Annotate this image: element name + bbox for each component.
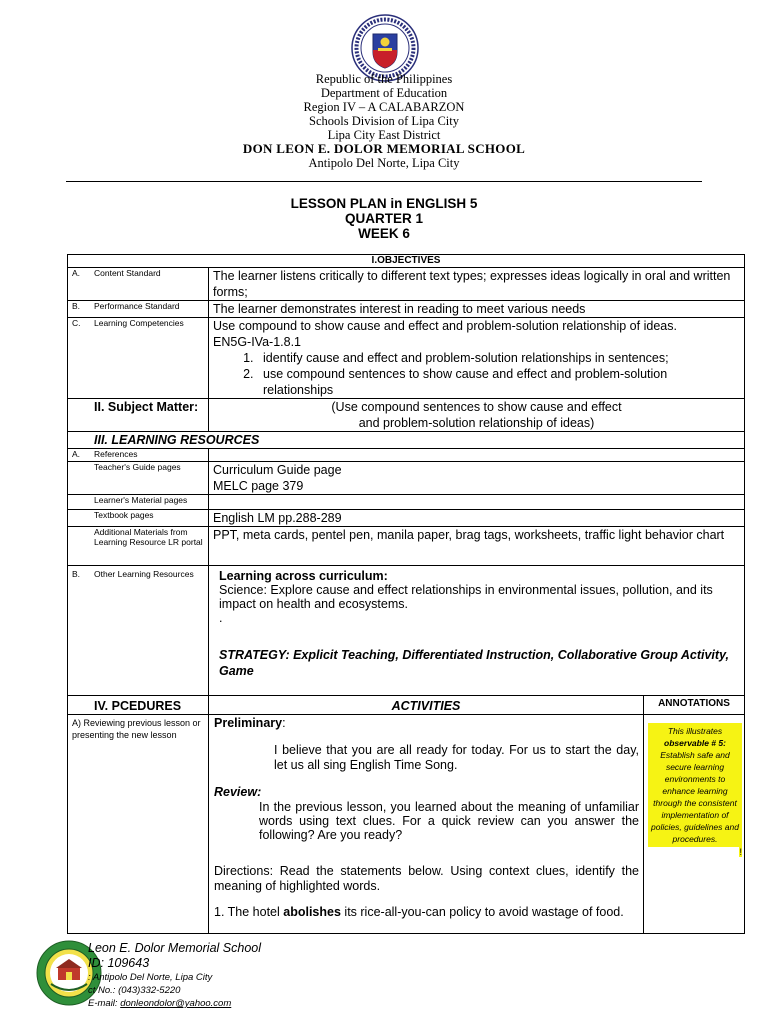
references-value [209, 449, 745, 462]
footer-email-link[interactable]: donleondolor@yahoo.com [120, 998, 232, 1009]
subject-matter-row [68, 399, 745, 432]
teachers-guide-row [68, 462, 745, 495]
other-resources-label-cell [68, 566, 209, 696]
school-name: DON LEON E. DOLOR MEMORIAL SCHOOL [242, 141, 526, 156]
annotation-intro: This illustrates [667, 726, 723, 736]
subject-matter-line2: and problem-solution relationship of ideas) [358, 416, 595, 430]
content-standard-text: The learner listens critically to different text types; expresses ideas logically in oral and written forms; [209, 268, 745, 301]
textbook-row [68, 510, 745, 527]
school-address: Antipolo Del Norte, Lipa City [308, 156, 460, 170]
footer-email-label: E-mail: [88, 998, 121, 1009]
textbook-value: English LM pp.288-289 [209, 510, 745, 527]
references-label-cell [68, 449, 209, 462]
footer-address: : Antipolo Del Norte, Lipa City [88, 972, 213, 983]
references-label: References [94, 449, 138, 459]
annotations-heading: ANNOTATIONS [644, 696, 745, 715]
header-line-republic: Republic of the Philippines [315, 72, 453, 86]
competency-list [213, 350, 740, 398]
stray-dot: . [219, 611, 223, 625]
teachers-guide-cell [209, 462, 745, 495]
annotation-mark [644, 847, 744, 857]
procedure-a-activities [209, 715, 644, 934]
procedures-heading-row [68, 696, 745, 715]
other-resources-letter: B. [72, 569, 81, 579]
preliminary-colon: : [282, 716, 286, 730]
teachers-guide-line1: Curriculum Guide page [213, 463, 342, 477]
annotation-exclamation: ! [739, 847, 742, 857]
review-item-1 [214, 906, 639, 919]
header-line-district: Lipa City East District [327, 128, 441, 142]
other-resources-cell [209, 566, 745, 696]
other-resources-label-wrap [72, 569, 204, 579]
performance-standard-text: The learner demonstrates interest in reading to meet various needs [209, 301, 745, 318]
competency-item: 1. identify cause and effect and problem-solution relationships in sentences; [257, 350, 740, 366]
item1-highlighted-word: abolishes [283, 905, 341, 919]
content-standard-label-cell [68, 268, 209, 301]
preliminary-line [214, 716, 639, 731]
learning-competencies-text: Use compound to show cause and effect and problem-solution relationship of ideas. [213, 319, 677, 333]
learners-material-row [68, 495, 745, 510]
learning-competencies-letter: C. [72, 318, 81, 328]
preliminary-text: I believe that you are all ready for today. For us to start the day, let us all sing English Time Song. [274, 743, 639, 772]
lesson-title [0, 196, 768, 241]
directions-text: Directions: Read the statements below. Using context clues, identify the meaning of highlighted words. [214, 864, 639, 893]
learning-competencies-label: Learning Competencies [94, 318, 184, 328]
across-curriculum-text: Science: Explore cause and effect relationships in environmental issues, pollution, and its impact on health and ecosystems. [219, 583, 713, 611]
resources-heading: III. LEARNING RESOURCES [68, 432, 745, 449]
subject-matter-line1: (Use compound sentences to show cause and effect [331, 400, 622, 414]
header-line-region: Region IV – A CALABARZON [303, 100, 465, 114]
procedure-a-label: A) Reviewing previous lesson or presenting the new lesson [68, 715, 209, 934]
item1-prefix: 1. The hotel [214, 905, 284, 919]
letterhead [0, 72, 768, 170]
objectives-heading: I.OBJECTIVES [68, 255, 745, 268]
subject-matter-label: II. Subject Matter: [68, 399, 209, 432]
textbook-label: Textbook pages [68, 510, 209, 527]
performance-standard-row [68, 301, 745, 318]
learning-competencies-row [68, 318, 745, 399]
content-standard-row [68, 268, 745, 301]
performance-standard-label: Performance Standard [94, 301, 180, 311]
header-line-division: Schools Division of Lipa City [309, 114, 459, 128]
teachers-guide-line2: MELC page 379 [213, 479, 304, 493]
title-line-week: WEEK 6 [358, 226, 410, 241]
objectives-heading-row [68, 255, 745, 268]
content-standard-label: Content Standard [94, 268, 161, 278]
title-line-quarter: QUARTER 1 [344, 211, 423, 226]
additional-materials-label: Additional Materials from Learning Resource LR portal [68, 527, 209, 566]
strategy-text: STRATEGY: Explicit Teaching, Differentiated Instruction, Collaborative Group Activity, Game [219, 648, 730, 678]
annotation-highlight [648, 723, 742, 847]
lesson-plan-table [67, 254, 745, 934]
procedures-label: IV. PCEDURES [68, 696, 209, 715]
performance-standard-label-cell [68, 301, 209, 318]
across-curriculum-heading: Learning across curriculum: [219, 569, 388, 583]
footer-school: Leon E. Dolor Memorial School [88, 941, 261, 955]
review-text: In the previous lesson, you learned about the meaning of unfamiliar words using text clues. For a quick review can you answer the following? Are you ready? [259, 800, 639, 842]
title-line-subject: LESSON PLAN in ENGLISH 5 [290, 196, 478, 211]
annotation-observable: observable # 5: [664, 738, 726, 748]
preliminary-heading: Preliminary [214, 716, 283, 730]
review-heading: Review: [214, 785, 262, 799]
footer-contact [88, 941, 261, 1010]
activities-heading: ACTIVITIES [209, 696, 644, 715]
competency-code: EN5G-IVa-1.8.1 [213, 335, 302, 349]
procedure-a-row [68, 715, 745, 934]
teachers-guide-label: Teacher's Guide pages [68, 462, 209, 495]
references-row [68, 449, 745, 462]
resources-heading-row [68, 432, 745, 449]
competency-item: 2. use compound sentences to show cause and effect and problem-solution relationships [257, 366, 740, 398]
other-resources-label: Other Learning Resources [94, 569, 194, 579]
subject-matter-cell [209, 399, 745, 432]
additional-materials-row [68, 527, 745, 566]
performance-standard-letter: B. [72, 301, 81, 311]
header-line-department: Department of Education [320, 86, 448, 100]
footer-school-id: ID: 109643 [88, 956, 150, 970]
annotation-body: Establish safe and secure learning environments to enhance learning through the consistent implementation of policies, guidelines and procedures. [651, 750, 739, 844]
additional-materials-value: PPT, meta cards, pentel pen, manila paper, brag tags, worksheets, traffic light behavior chart [209, 527, 745, 566]
learners-material-label: Learner's Material pages [68, 495, 209, 510]
other-resources-row [68, 566, 745, 696]
content-standard-letter: A. [72, 268, 81, 278]
learners-material-value [209, 495, 745, 510]
item1-suffix: its rice-all-you-can policy to avoid wastage of food. [340, 905, 624, 919]
procedure-a-annotation-cell [644, 715, 745, 934]
footer-contact-number: ct No.: (043)332-5220 [88, 985, 181, 996]
learning-competencies-label-cell [68, 318, 209, 399]
references-letter: A. [72, 449, 81, 459]
header-divider [66, 181, 702, 182]
learning-competencies-cell [209, 318, 745, 399]
footer-email-line [88, 997, 261, 1010]
